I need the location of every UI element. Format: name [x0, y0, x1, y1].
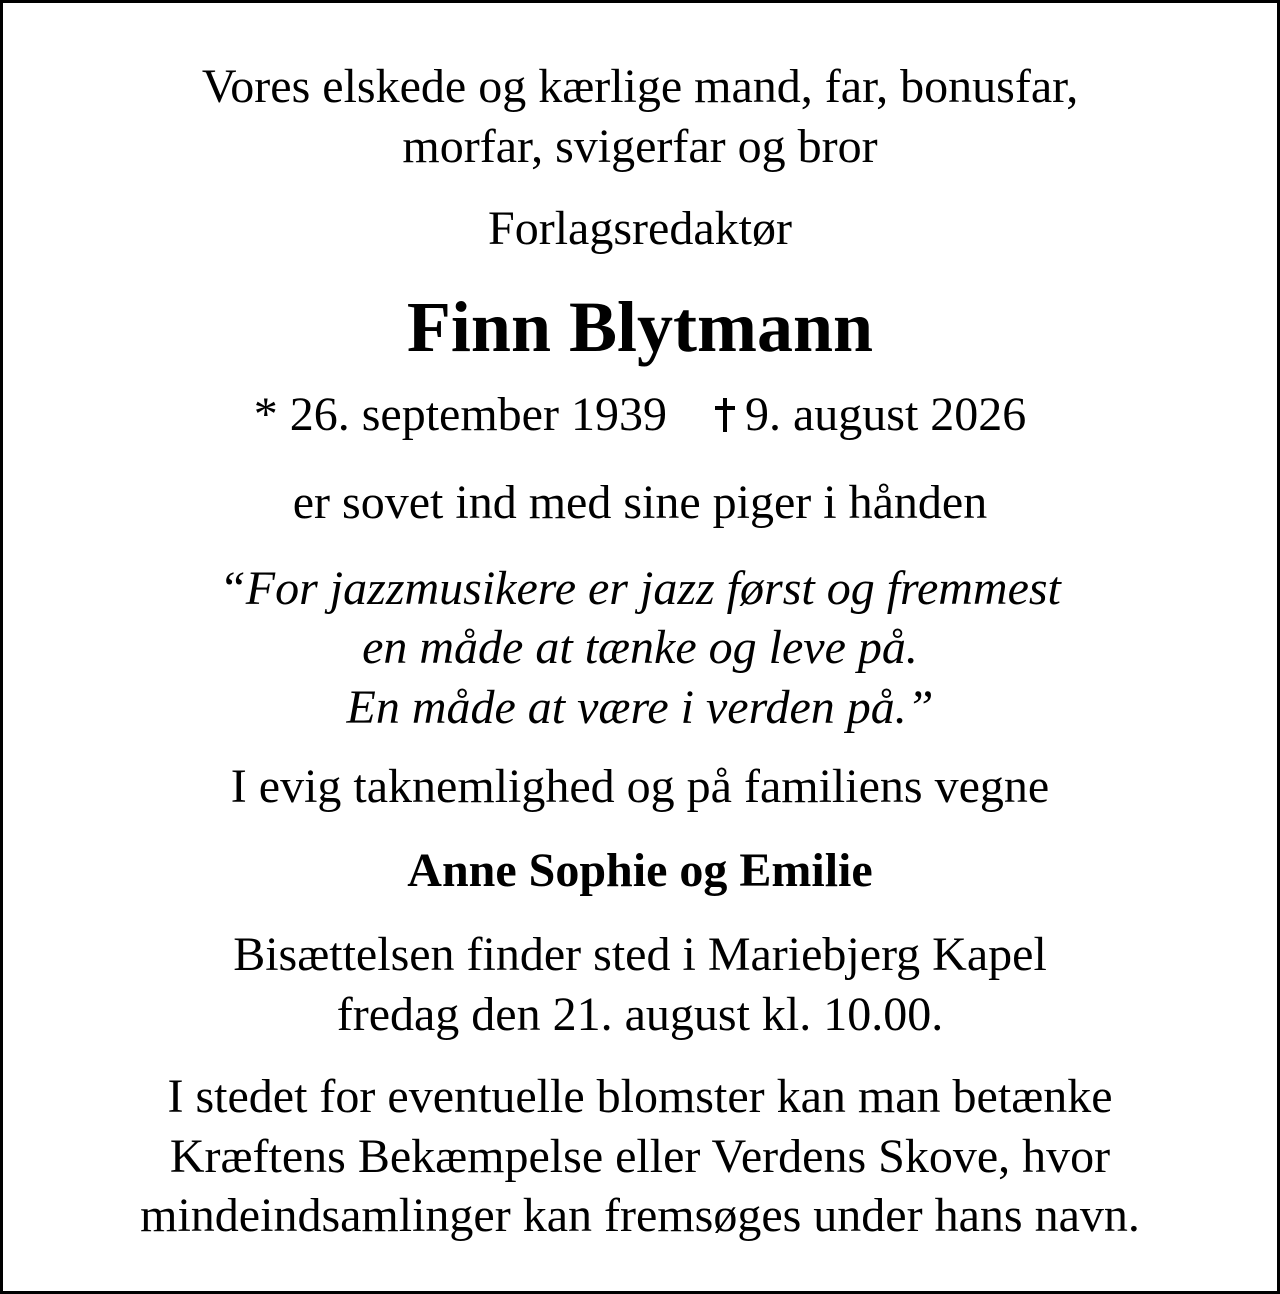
funeral-line-1: Bisættelsen finder sted i Mariebjerg Kapel [233, 928, 1047, 981]
signatories: Anne Sophie og Emilie [407, 844, 873, 897]
death-date: 9. august 2026 [744, 388, 1027, 441]
deceased-name: Finn Blytmann [406, 287, 874, 367]
profession: Forlagsredaktør [488, 202, 792, 255]
quote-line-1: “For jazzmusikere er jazz først og fremmest [219, 562, 1061, 615]
quote-line-3: En måde at være i verden på.” [346, 681, 934, 734]
cross-icon [715, 398, 735, 432]
birth-symbol: * [253, 388, 278, 441]
life-dates [3, 387, 1277, 443]
intro-line-2: morfar, svigerfar og bror [402, 120, 878, 173]
passing-text: er sovet ind med sine piger i hånden [292, 476, 988, 529]
funeral-line-2: fredag den 21. august kl. 10.00. [336, 988, 944, 1041]
donation-line-3: mindeindsamlinger kan fremsøges under hans navn. [140, 1189, 1140, 1242]
intro-line-1: Vores elskede og kærlige mand, far, bonusfar, [201, 60, 1079, 113]
donation-line-1: I stedet for eventuelle blomster kan man betænke [167, 1070, 1113, 1123]
birth-date: 26. september 1939 [289, 388, 667, 441]
donation-line-2: Kræftens Bekæmpelse eller Verdens Skove, hvor [169, 1130, 1111, 1183]
gratitude-text: I evig taknemlighed og på familiens vegne [230, 760, 1050, 813]
quote-line-2: en måde at tænke og leve på. [362, 621, 918, 674]
